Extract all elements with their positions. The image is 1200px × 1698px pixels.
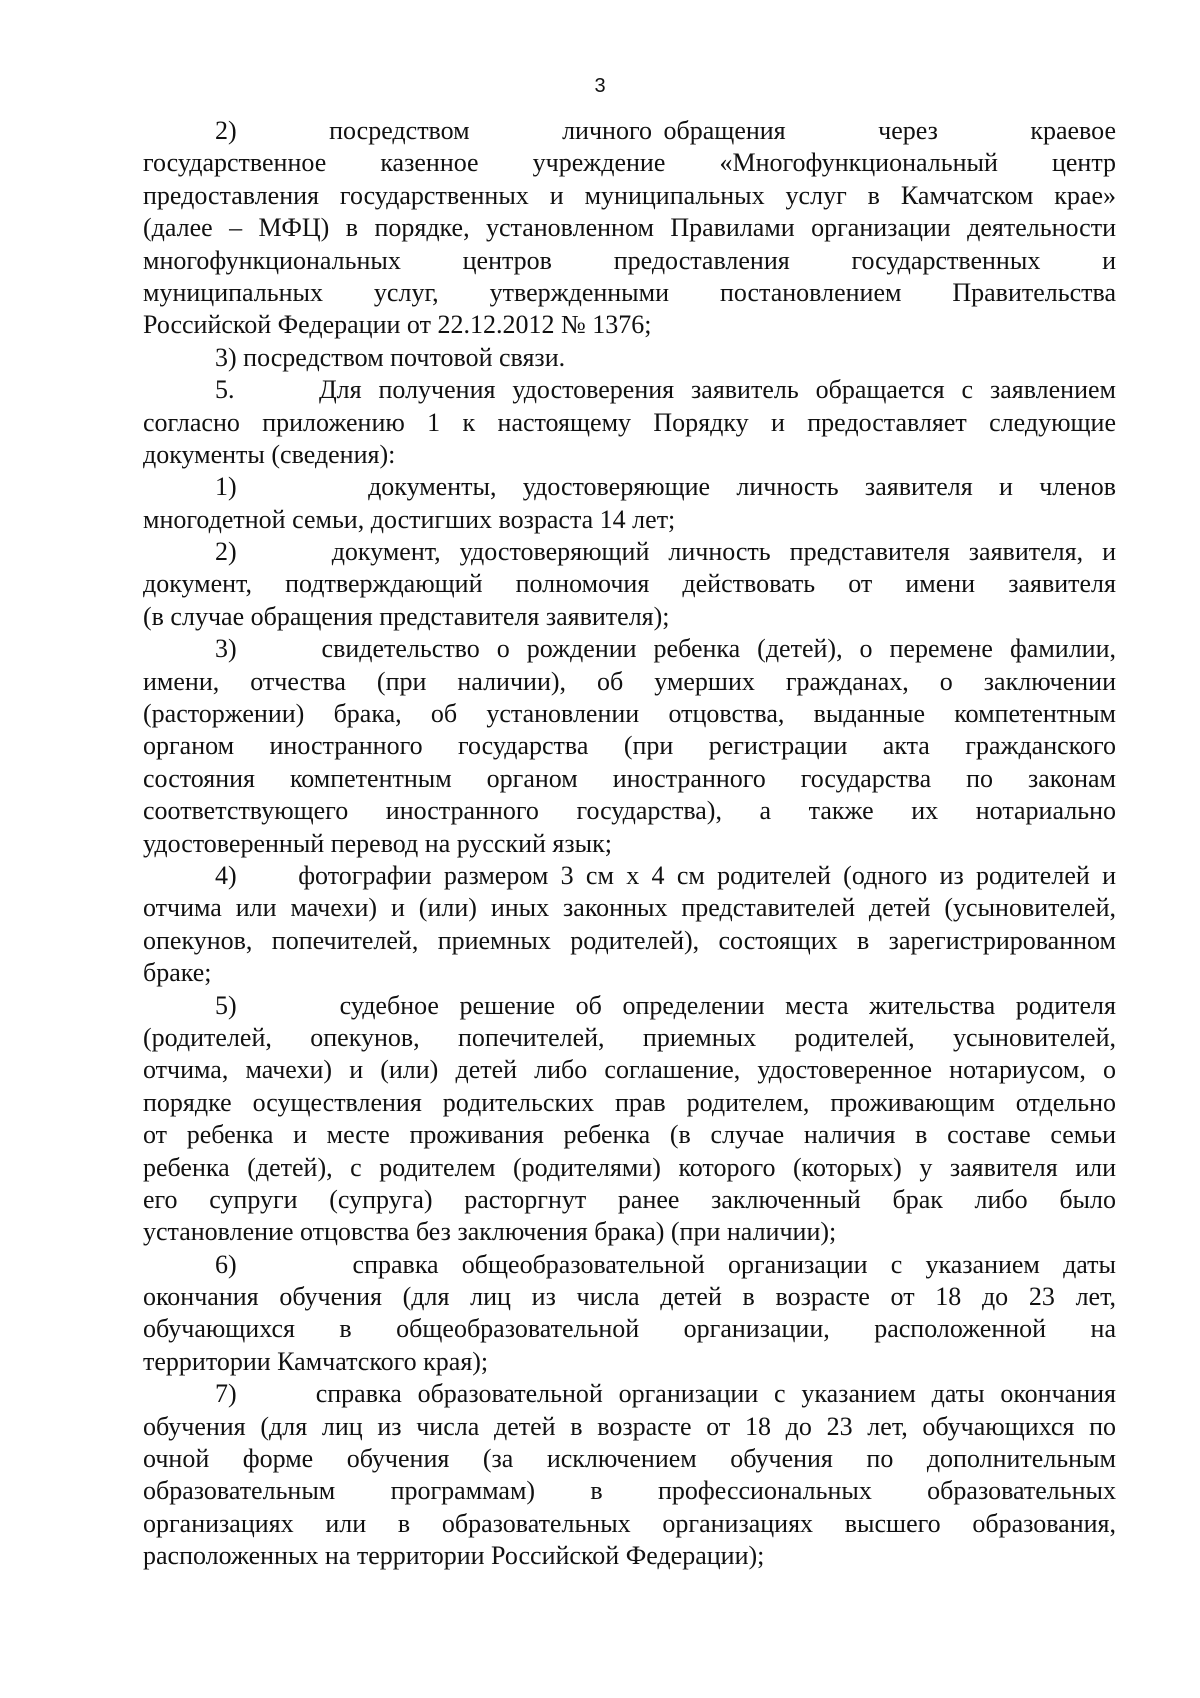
text-line: ребенка (детей), с родителем (родителями) которого (которых) у заявителя или — [143, 1152, 1116, 1182]
text-line: 1) документы, удостоверяющие личность заявителя и членов — [215, 472, 1116, 502]
text-line: организациях или в образовательных организациях высшего образования, — [143, 1508, 1116, 1538]
text-line: состояния компетентным органом иностранного государства по законам — [143, 763, 1116, 793]
text-line: окончания обучения (для лиц из числа детей в возрасте от 18 до 23 лет, — [143, 1282, 1116, 1312]
text-line: 6) справка общеобразовательной организации с указанием даты — [215, 1249, 1116, 1279]
document-body — [143, 115, 1116, 1573]
text-line: 4) фотографии размером 3 см х 4 см родителей (одного из родителей и — [215, 860, 1116, 890]
text-line: 2) посредством личного обращения через краевое — [215, 116, 1116, 145]
text-line: (расторжении) брака, об установлении отцовства, выданные компетентным — [143, 699, 1116, 729]
text-line: 2) документ, удостоверяющий личность представителя заявителя, и — [215, 537, 1116, 567]
text-line: 3) свидетельство о рождении ребенка (детей), о перемене фамилии, — [215, 634, 1116, 664]
text-line: 3) посредством почтовой связи. — [215, 342, 566, 372]
text-line: соответствующего иностранного государства), а также их нотариально — [143, 796, 1116, 826]
text-line: муниципальных услуг, утвержденными постановлением Правительства — [143, 277, 1116, 307]
text-line: образовательным программам) в профессиональных образовательных — [143, 1476, 1116, 1506]
text-line: (далее – МФЦ) в порядке, установленном Правилами организации деятельности — [143, 213, 1116, 243]
text-line: 7) справка образовательной организации с указанием даты окончания — [215, 1379, 1116, 1409]
page-number: 3 — [594, 75, 606, 97]
text-line: очной форме обучения (за исключением обучения по дополнительным — [143, 1444, 1116, 1474]
text-line: органом иностранного государства (при регистрации акта гражданского — [143, 731, 1116, 761]
text-line: его супруги (супруга) расторгнут ранее заключенный брак либо было — [143, 1184, 1116, 1214]
text-line: обучения (для лиц из числа детей в возрасте от 18 до 23 лет, обучающихся по — [143, 1411, 1116, 1441]
text-line: 5) судебное решение об определении места жительства родителя — [215, 990, 1116, 1020]
text-line: браке; — [143, 958, 212, 988]
text-line: (родителей, опекунов, попечителей, приемных родителей, усыновителей, — [143, 1022, 1116, 1052]
text-line: (в случае обращения представителя заявителя); — [143, 601, 670, 631]
text-line: расположенных на территории Российской Федерации); — [143, 1541, 765, 1571]
text-line: Российской Федерации от 22.12.2012 № 1376; — [143, 310, 652, 340]
text-line: от ребенка и месте проживания ребенка (в случае наличия в составе семьи — [143, 1120, 1116, 1150]
text-line: обучающихся в общеобразовательной организации, расположенной на — [143, 1314, 1116, 1344]
text-line: документы (сведения): — [143, 439, 396, 469]
text-line: опекунов, попечителей, приемных родителей), состоящих в зарегистрированном — [143, 925, 1116, 955]
text-line: удостоверенный перевод на русский язык; — [143, 828, 612, 858]
text-line: отчима, мачехи) и (или) детей либо соглашение, удостоверенное нотариусом, о — [143, 1055, 1116, 1085]
text-line: имени, отчества (при наличии), об умерших гражданах, о заключении — [143, 666, 1116, 696]
text-line: установление отцовства без заключения брака) (при наличии); — [143, 1217, 837, 1247]
text-line: предоставления государственных и муниципальных услуг в Камчатском крае» — [143, 180, 1116, 210]
text-line: согласно приложению 1 к настоящему Порядку и предоставляет следующие — [143, 407, 1116, 437]
text-line: территории Камчатского края); — [143, 1346, 489, 1376]
text-line: отчима или мачехи) и (или) иных законных представителей детей (усыновителей, — [143, 893, 1116, 923]
text-line: 5. Для получения удостоверения заявитель обращается с заявлением — [215, 375, 1116, 405]
text-line: порядке осуществления родительских прав родителем, проживающим отдельно — [143, 1087, 1116, 1117]
text-line: государственное казенное учреждение «Многофункциональный центр — [143, 148, 1116, 178]
text-line: многодетной семьи, достигших возраста 14 лет; — [143, 504, 676, 534]
text-line: многофункциональных центров предоставления государственных и — [143, 245, 1116, 275]
text-line: документ, подтверждающий полномочия действовать от имени заявителя — [143, 569, 1116, 599]
